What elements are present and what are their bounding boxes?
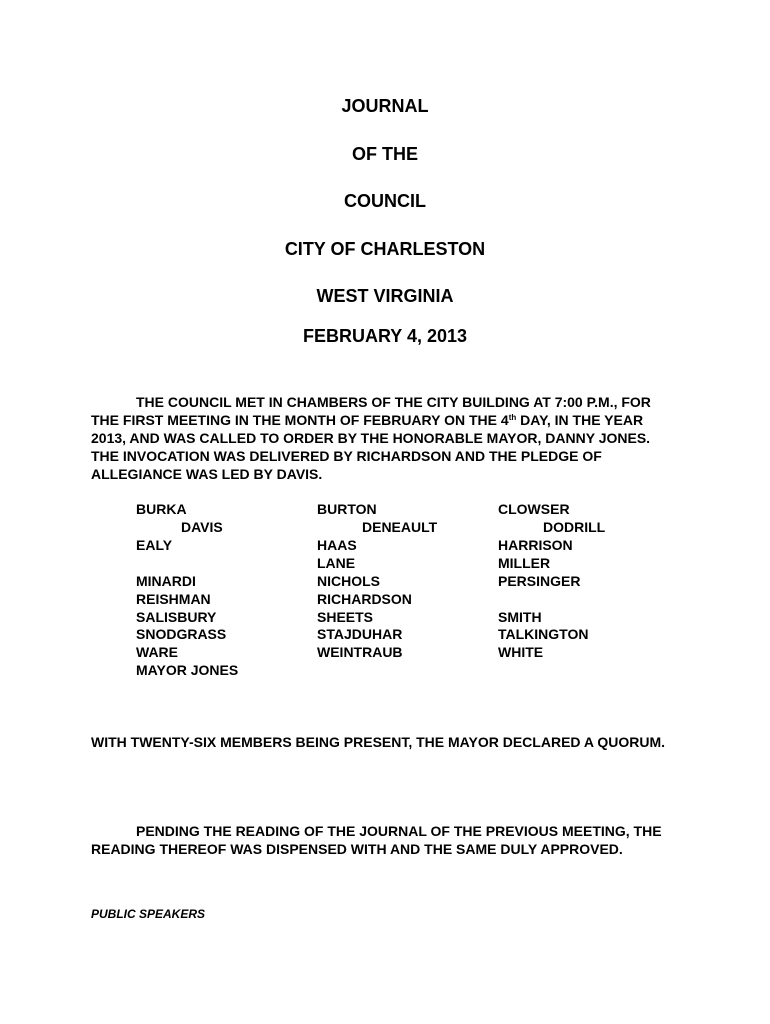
member-name: DODRILL [543,519,606,535]
member-name: HAAS [317,537,357,553]
member-name: BURTON [317,501,377,517]
member-name: TALKINGTON [498,626,589,642]
title-journal: JOURNAL [341,96,429,116]
ordinal-suffix: th [508,413,517,422]
member-name: STAJDUHAR [317,626,403,642]
member-name: PERSINGER [498,573,581,589]
member-name: NICHOLS [317,573,380,589]
member-name: SALISBURY [136,609,217,625]
member-name: DENEAULT [362,519,438,535]
member-name: SNODGRASS [136,626,227,642]
member-name: HARRISON [498,537,573,553]
member-name: CLOWSER [498,501,570,517]
member-name: MILLER [498,555,551,571]
title-state: WEST VIRGINIA [316,286,454,306]
member-name: WARE [136,644,178,660]
title-council: COUNCIL [344,191,426,211]
member-name: LANE [317,555,356,571]
title-city: CITY OF CHARLESTON [284,239,486,259]
member-name: WHITE [498,644,544,660]
opening-paragraph [91,393,681,483]
member-name: REISHMAN [136,591,211,607]
member-name: SMITH [498,609,542,625]
section-heading-public-speakers: PUBLIC SPEAKERS [91,907,206,921]
member-name: EALY [136,537,173,553]
quorum-paragraph: WITH TWENTY-SIX MEMBERS BEING PRESENT, THE MAYOR DECLARED A QUORUM. [91,734,666,750]
opening-text-part2: DAY, IN THE YEAR 2013, AND WAS CALLED TO ORDER BY THE HONORABLE MAYOR, DANNY JONES. THE INVOCATION WAS DELIVERED BY RICHARDSON AND THE PLEDGE OF ALLEGIANCE WAS LED BY DAVIS. [91,412,651,482]
member-name: SHEETS [317,609,374,625]
meeting-date: FEBRUARY 4, 2013 [302,326,468,346]
member-name: BURKA [136,501,187,517]
member-name: RICHARDSON [317,591,412,607]
member-name: DAVIS [181,519,223,535]
member-name: WEINTRAUB [317,644,403,660]
journal-reading-text: PENDING THE READING OF THE JOURNAL OF THE PREVIOUS MEETING, THE READING THEREOF WAS DISPENSED WITH AND THE SAME DULY APPROVED. [91,823,662,857]
member-name: MAYOR JONES [136,662,239,678]
member-name: MINARDI [136,573,196,589]
title-of-the: OF THE [352,144,418,164]
journal-reading-paragraph [91,822,681,858]
opening-text-part1: THE COUNCIL MET IN CHAMBERS OF THE CITY BUILDING AT 7:00 P.M., FOR THE FIRST MEETING IN THE MONTH OF FEBRUARY ON THE 4 [91,394,651,428]
